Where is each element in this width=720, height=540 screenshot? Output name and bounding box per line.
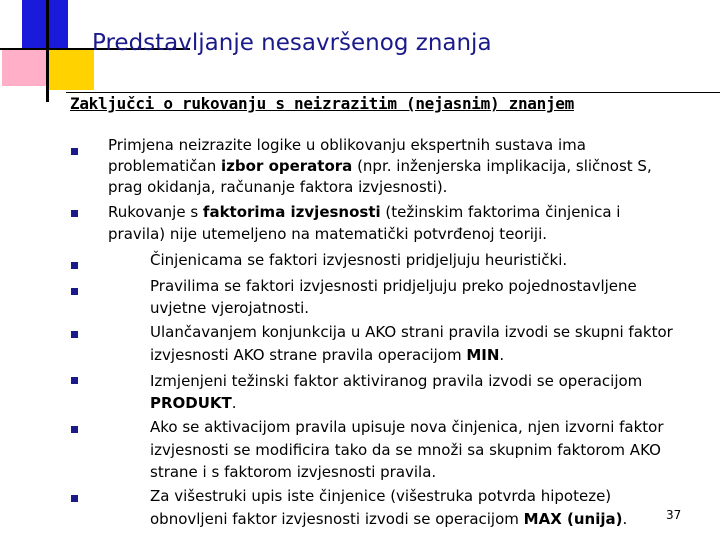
- text-line: Ako se aktivacijom pravila upisuje nova činjenica, njen izvorni faktor: [150, 418, 664, 436]
- bullet-1: [71, 148, 78, 155]
- text-line: problematičan izbor operatora (npr. inženjerska implikacija, sličnost S,: [108, 157, 652, 175]
- slide-heading: Zaključci o rukovanju s neizrazitim (nejasnim) znanjem: [70, 94, 574, 113]
- text-line: pravila) nije utemeljeno na matematički potvrđenoj teoriji.: [108, 225, 548, 243]
- text-line: uvjetne vjerojatnosti.: [150, 299, 310, 317]
- text-line: izvjesnosti se modificira tako da se množi sa skupnim faktorom AKO: [150, 441, 661, 459]
- decor-square-yellow: [48, 50, 94, 90]
- text-line: obnovljeni faktor izvjesnosti izvodi se operacijom MAX (unija).: [150, 510, 628, 528]
- text-line: prag okidanja, računanje faktora izvjesnosti).: [108, 178, 448, 196]
- text-line: Za višestruki upis iste činjenice (višestruka potvrda hipoteze): [150, 487, 612, 505]
- text-line: strane i s faktorom izvjesnosti pravila.: [150, 463, 437, 481]
- decor-square-blue: [22, 0, 68, 50]
- text-line: Pravilima se faktori izvjesnosti pridjeljuju preko pojednostavljene: [150, 277, 637, 295]
- decor-square-pink: [2, 48, 46, 86]
- text-line: Rukovanje s faktorima izvjesnosti (težinskim faktorima činjenica i: [108, 203, 621, 221]
- bullet-2: [71, 210, 78, 217]
- text-line: Činjenicama se faktori izvjesnosti pridjeljuju heuristički.: [150, 251, 568, 269]
- title-divider: [66, 92, 720, 93]
- bullet-7: [71, 426, 78, 433]
- bullet-6: [71, 377, 78, 384]
- bullet-8: [71, 495, 78, 502]
- decor-line-vertical: [46, 0, 49, 102]
- bullet-3: [71, 262, 78, 269]
- bullet-4: [71, 288, 78, 295]
- text-line: Izmjenjeni težinski faktor aktiviranog pravila izvodi se operacijom: [150, 372, 643, 390]
- text-line: Ulančavanjem konjunkcija u AKO strani pravila izvodi se skupni faktor: [150, 323, 673, 341]
- page-number: 37: [666, 508, 682, 522]
- text-line: izvjesnosti AKO strane pravila operacijom MIN.: [150, 346, 505, 364]
- text-line: PRODUKT.: [150, 394, 237, 412]
- text-line: Primjena neizrazite logike u oblikovanju ekspertnih sustava ima: [108, 136, 586, 154]
- bullet-5: [71, 331, 78, 338]
- slide-title: Predstavljanje nesavršenog znanja: [92, 30, 492, 56]
